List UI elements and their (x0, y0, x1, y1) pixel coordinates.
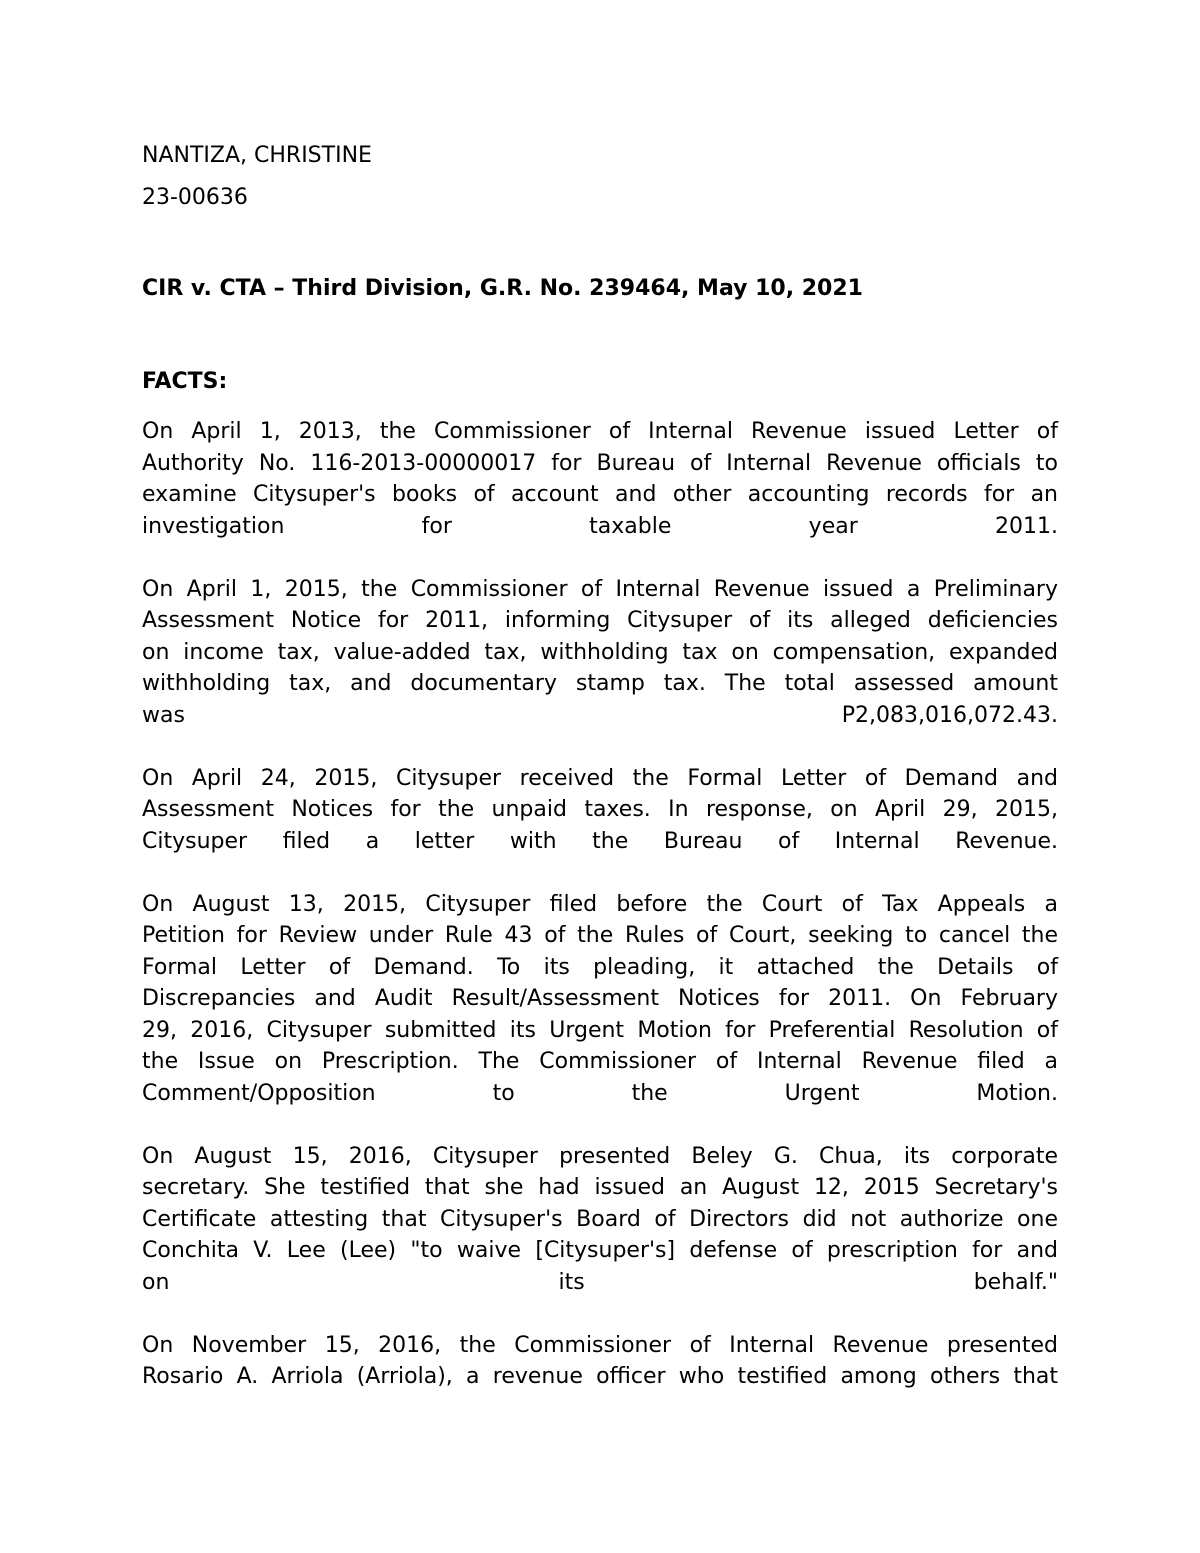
paragraph (142, 889, 1058, 1110)
paragraph-line: On April 1, 2015, the Commissioner of Internal Revenue issued a Preliminary (142, 576, 1058, 602)
paragraph-line: the Issue on Prescription. The Commissioner of Internal Revenue filed a (142, 1049, 1058, 1074)
paragraph (142, 763, 1058, 858)
paragraph-line: Assessment Notices for the unpaid taxes. In response, on April 29, 2015, (142, 797, 1058, 822)
paragraph-line: 29, 2016, Citysuper submitted its Urgent Motion for Preferential Resolution of (142, 1017, 1058, 1043)
section-heading-facts: FACTS: (142, 369, 228, 394)
paragraph (142, 1330, 1058, 1393)
paragraph-line: withholding tax, and documentary stamp tax. The total assessed amount (142, 671, 1058, 696)
paragraph-line: was P2,083,016,072.43. (142, 702, 1058, 728)
paragraph-line: On August 13, 2015, Citysuper filed before the Court of Tax Appeals a (142, 891, 1058, 917)
case-title: CIR v. CTA – Third Division, G.R. No. 239464, May 10, 2021 (142, 276, 863, 301)
paragraph-line: Citysuper filed a letter with the Bureau of Internal Revenue. (142, 828, 1058, 854)
paragraph-line: Discrepancies and Audit Result/Assessment Notices for 2011. On February (142, 986, 1058, 1011)
paragraph-line: on income tax, value-added tax, withholding tax on compensation, expanded (142, 639, 1058, 665)
paragraph (142, 574, 1058, 732)
paragraph-line: examine Citysuper's books of account and other accounting records for an (142, 482, 1058, 507)
paragraph-line: Comment/Opposition to the Urgent Motion. (142, 1080, 1058, 1106)
paragraph-line: Conchita V. Lee (Lee) "to waive [Citysuper's] defense of prescription for and (142, 1238, 1058, 1263)
paragraph (142, 1141, 1058, 1299)
student-id: 23-00636 (142, 185, 248, 210)
paragraph-line: Rosario A. Arriola (Arriola), a revenue officer who testified among others that (142, 1364, 1058, 1389)
paragraph-line: On August 15, 2016, Citysuper presented Beley G. Chua, its corporate (142, 1143, 1058, 1169)
paragraph-line: Petition for Review under Rule 43 of the Rules of Court, seeking to cancel the (142, 923, 1058, 948)
paragraph-line: Formal Letter of Demand. To its pleading, it attached the Details of (142, 954, 1058, 980)
paragraph (142, 416, 1058, 542)
student-name: NANTIZA, CHRISTINE (142, 143, 372, 168)
paragraph-line: Assessment Notice for 2011, informing Citysuper of its alleged deficiencies (142, 608, 1058, 633)
facts-body (142, 416, 1058, 1424)
paragraph-line: On April 24, 2015, Citysuper received the Formal Letter of Demand and (142, 765, 1058, 791)
paragraph-line: investigation for taxable year 2011. (142, 513, 1058, 539)
paragraph-line: On November 15, 2016, the Commissioner of Internal Revenue presented (142, 1332, 1058, 1358)
paragraph-line: On April 1, 2013, the Commissioner of Internal Revenue issued Letter of (142, 419, 1058, 444)
paragraph-line: Certificate attesting that Citysuper's Board of Directors did not authorize one (142, 1206, 1058, 1232)
paragraph-line: on its behalf." (142, 1269, 1058, 1295)
paragraph-line: Authority No. 116-2013-00000017 for Bureau of Internal Revenue officials to (142, 450, 1058, 476)
paragraph-line: secretary. She testified that she had issued an August 12, 2015 Secretary's (142, 1175, 1058, 1200)
